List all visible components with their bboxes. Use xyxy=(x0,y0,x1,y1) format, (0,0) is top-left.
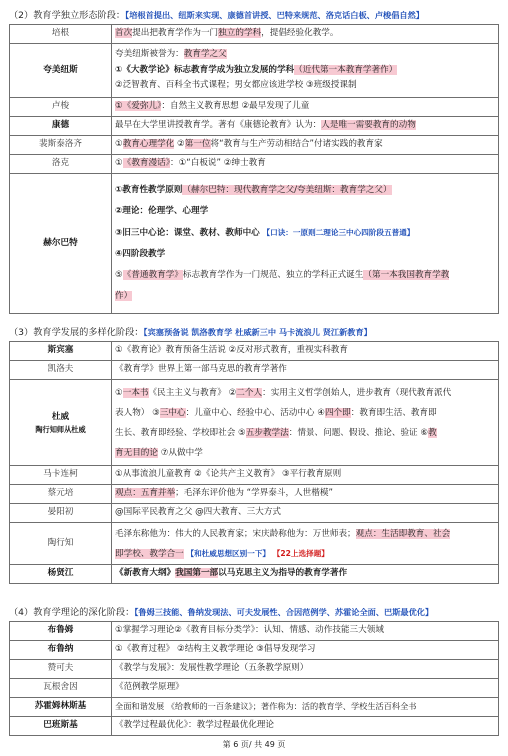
person-name: 布鲁姆 xyxy=(10,622,112,641)
person-note: 陶行知师从杜威 xyxy=(35,425,86,435)
person-name: 康德 xyxy=(10,117,112,136)
section-3-heading xyxy=(9,326,372,339)
person-name: 赫尔巴特 xyxy=(10,174,112,314)
description: 毛泽东称他为：伟大的人民教育家；宋庆龄称他为：万世师表；观点：生活即教育、社会 即学校、教学合一 【和杜威思想区别一下】 【22上选择题】 xyxy=(112,523,499,565)
person-name: 洛克 xyxy=(10,155,112,174)
table-row xyxy=(10,361,499,380)
section-2-heading xyxy=(9,9,424,22)
person-name: 夸美纽斯 xyxy=(10,44,112,98)
section-4-heading xyxy=(9,606,433,619)
table-row xyxy=(10,660,499,679)
person-name: 杨贤江 xyxy=(10,565,112,584)
table-row xyxy=(10,25,499,44)
description: 夸美纽斯被誉为：教育学之父 ①《大教学论》标志教育学成为独立发展的学科（近代第一本教育学著作） ②泛智教育、百科全书式课程；男女都应该进学校 ③班级授课制 xyxy=(112,44,499,98)
table-row xyxy=(10,44,499,98)
person-name: 晏阳初 xyxy=(10,504,112,523)
section-title: （2）教育学独立形态阶段： xyxy=(9,10,126,21)
person-name: 培根 xyxy=(10,25,112,44)
table-row xyxy=(10,342,499,361)
table-row xyxy=(10,622,499,641)
description: 《教学与发展》：发展性教学理论（五条教学原则） xyxy=(112,660,499,679)
description: ①教育性教学原则（赫尔巴特：现代教育学之父/夸美纽斯：教育学之父） ②理论：伦理学、心理学 ③旧三中心论：课堂、教材、教师中心 【口诀：一原则二理论三中心四阶段五普通】 ④四阶段教学 ⑤《普通教育学》标志教育学作为一门规范、独立的学科正式诞生（第一本我国教育学教 作） xyxy=(112,174,499,314)
table-row xyxy=(10,98,499,117)
person-name: 布鲁纳 xyxy=(10,641,112,660)
table-row xyxy=(10,136,499,155)
table-row xyxy=(10,523,499,565)
description: 《范例教学原理》 xyxy=(112,679,499,698)
description: ①从事流浪儿童教育 ②《论共产主义教育》 ③平行教育原则 xyxy=(112,466,499,485)
table-row xyxy=(10,717,499,736)
table-row xyxy=(10,698,499,717)
section-4-table xyxy=(9,621,499,736)
table-row xyxy=(10,641,499,660)
table-row xyxy=(10,117,499,136)
person-name: 杜威 陶行知师从杜威 xyxy=(10,380,112,466)
description: 全面和谐发展 《给教师的一百条建议》；著作称为：活的教育学、学校生活百科全书 xyxy=(112,698,499,717)
description: @国际平民教育之父 @四大教育、三大方式 xyxy=(112,504,499,523)
person-name: 凯洛夫 xyxy=(10,361,112,380)
description: 《教学过程最优化》：教学过程最优化理论 xyxy=(112,717,499,736)
mnemonic-tag: 【宾塞预备说 凯洛教育学 杜威新三中 马卡流浪儿 贤江新教育】 xyxy=(143,327,372,337)
section-3-table xyxy=(9,341,499,584)
description: 最早在大学里讲授教育学。著有《康德论教育》认为：人是唯一需要教育的动物 xyxy=(112,117,499,136)
mnemonic-tag: 【培根首提出、纽斯来实现、康德首讲授、巴特来规范、洛克话白板、卢梭倡自然】 xyxy=(125,10,424,20)
section-2-table xyxy=(9,24,499,314)
description: 《新教育大纲》我国第一部以马克思主义为指导的教育学著作 xyxy=(112,565,499,584)
description: ①《教育论》教育预备生活说 ②反对形式教育，重视实科教育 xyxy=(112,342,499,361)
mnemonic-tag: 【鲁姆三技能、鲁纳发现法、可夫发展性、合因范例学、苏霍论全面、巴斯最优化】 xyxy=(134,607,434,617)
table-row xyxy=(10,679,499,698)
description: 观点：五育并举；毛泽东评价他为 “学界泰斗，人世楷模” xyxy=(112,485,499,504)
description: ①教育心理学化 ②第一位将“教育与生产劳动相结合”付诸实践的教育家 xyxy=(112,136,499,155)
person-name: 巴班斯基 xyxy=(10,717,112,736)
person-name: 赞可夫 xyxy=(10,660,112,679)
table-row xyxy=(10,155,499,174)
table-row xyxy=(10,380,499,466)
table-row xyxy=(10,485,499,504)
person-name: 陶行知 xyxy=(10,523,112,565)
table-row xyxy=(10,174,499,314)
description: ①《教育漫话》：①“白板说” ②绅士教育 xyxy=(112,155,499,174)
person-name: 苏霍姆林斯基 xyxy=(10,698,112,717)
person-name: 瓦根舍因 xyxy=(10,679,112,698)
table-row xyxy=(10,466,499,485)
description: ①一本书《民主主义与教育》 ②二个人：实用主义哲学创始人，进步教育（现代教育派代 表人物） ③三中心：儿童中心、经验中心、活动中心 ④四个即：教育即生活、教育即 生长、教育即经验、学校即社会 ⑤五步教学法：情景、问题、假设、推论、验证 ⑥教 育无目的论 ⑦从做中学 xyxy=(112,380,499,466)
person-name: 蔡元培 xyxy=(10,485,112,504)
description: 首次提出把教育学作为一门独立的学科，提倡经验化教学。 xyxy=(112,25,499,44)
table-row xyxy=(10,565,499,584)
table-row xyxy=(10,504,499,523)
person-name: 马卡连柯 xyxy=(10,466,112,485)
description: ①《爱弥儿》：自然主义教育思想 ②最早发现了儿童 xyxy=(112,98,499,117)
description: ①《教育过程》 ②结构主义教学理论 ③倡导发现学习 xyxy=(112,641,499,660)
section-title: （3）教育学发展的多样化阶段： xyxy=(9,327,144,338)
person-name: 裴斯泰洛齐 xyxy=(10,136,112,155)
person-name: 斯宾塞 xyxy=(10,342,112,361)
page-number: 第 6 页/ 共 49 页 xyxy=(222,740,286,749)
person-name: 卢梭 xyxy=(10,98,112,117)
description: 《教育学》世界上第一部马克思的教育学著作 xyxy=(112,361,499,380)
description: ①掌握学习理论②《教育目标分类学》：认知、情感、动作技能三大领域 xyxy=(112,622,499,641)
section-title: （4）教育学理论的深化阶段： xyxy=(9,607,135,618)
